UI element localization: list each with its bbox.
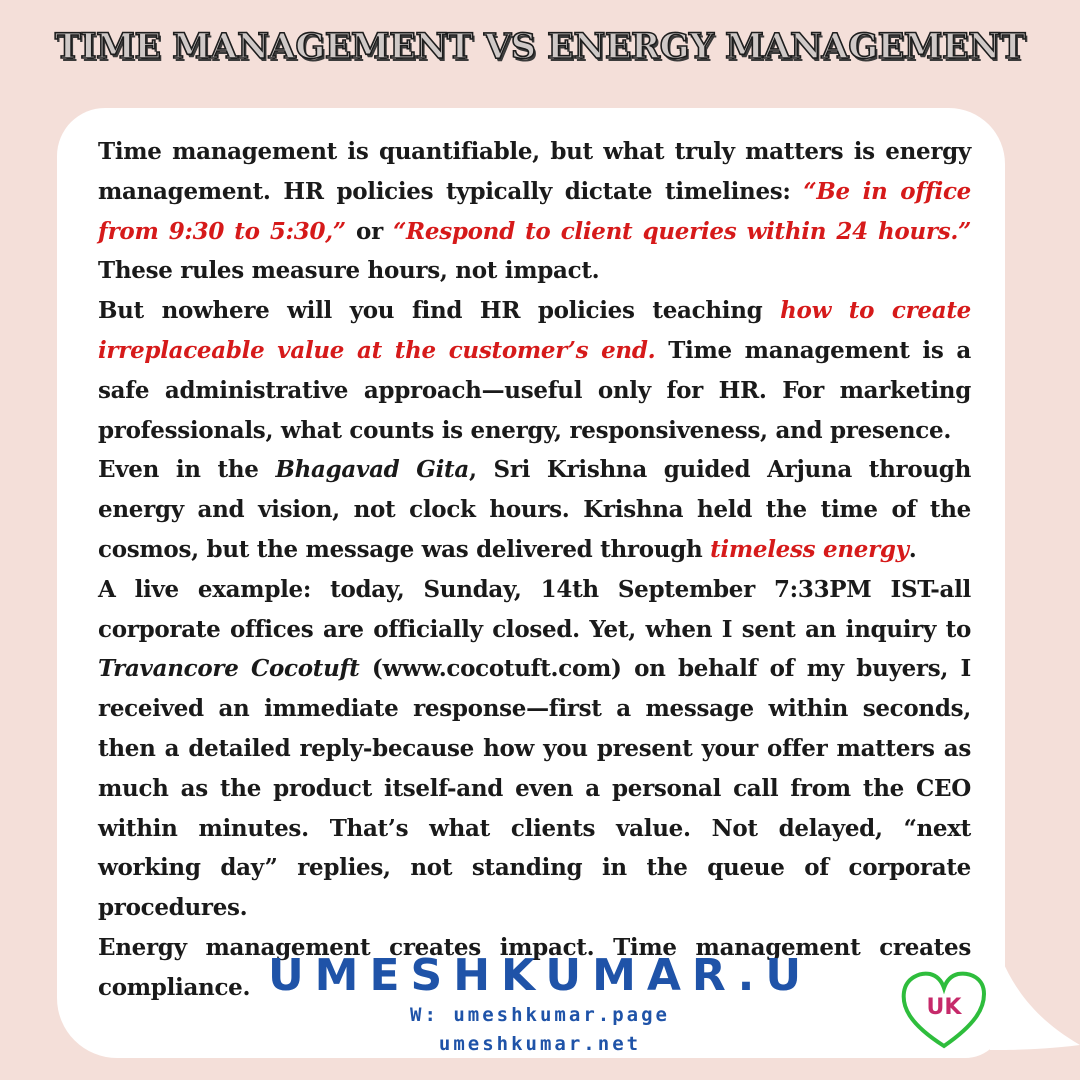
logo-text: UK xyxy=(926,995,962,1020)
paragraph-3: Even in the Bhagavad Gita, Sri Krishna guided Arjuna through energy and vision, not clock hours. Krishna held the time of the cosmos, but the message was delivered through timeless energy. xyxy=(98,456,971,563)
paragraph-2: But nowhere will you find HR policies teaching how to create irreplaceable value at the customer’s end. Time management is a safe administrative approach—useful only for HR. For marketing professionals, what counts is energy, responsiveness, and presence. xyxy=(98,297,971,444)
highlight-quote: “Respond to client queries within 24 hours.” xyxy=(393,217,972,245)
website-link-net[interactable]: umeshkumar.net xyxy=(438,1033,642,1055)
brand-name: UMESHKUMAR.U xyxy=(267,950,813,1001)
website-link-page[interactable]: W: umeshkumar.page xyxy=(410,1004,670,1026)
heart-logo-icon xyxy=(898,968,990,1052)
paragraph-5: Energy management creates impact. Time management creates compliance. xyxy=(98,933,971,1001)
article-body xyxy=(98,132,971,1008)
paragraph-4: A live example: today, Sunday, 14th September 7:33PM IST-all corporate offices are officially closed. Yet, when I sent an inquiry to Travancore Cocotuft (www.cocotuft.com) on behalf of my buyers, I received an immediate response—first a message within seconds, then a detailed reply-because how you present your offer matters as much as the product itself-and even a personal call from the CEO within minutes. That’s what clients value. Not delayed, “next working day” replies, not standing in the queue of corporate procedures. xyxy=(98,575,971,922)
italic-company: Travancore Cocotuft xyxy=(98,655,360,683)
page-title: TIME MANAGEMENT VS ENERGY MANAGEMENT xyxy=(54,26,1026,67)
paragraph-1: Time management is quantifiable, but what truly matters is energy management. HR policies typically dictate timelines: “Be in office from 9:30 to 5:30,” or “Respond to client queries within 24 hours.” These rules measure hours, not impact. xyxy=(98,138,972,285)
highlight-phrase: timeless energy xyxy=(710,535,909,563)
highlight-quote: “Be in office from 9:30 to 5:30,” xyxy=(98,177,971,245)
italic-title: Bhagavad Gita xyxy=(275,456,469,484)
highlight-phrase: how to create irreplaceable value at the customer’s end. xyxy=(98,297,971,364)
